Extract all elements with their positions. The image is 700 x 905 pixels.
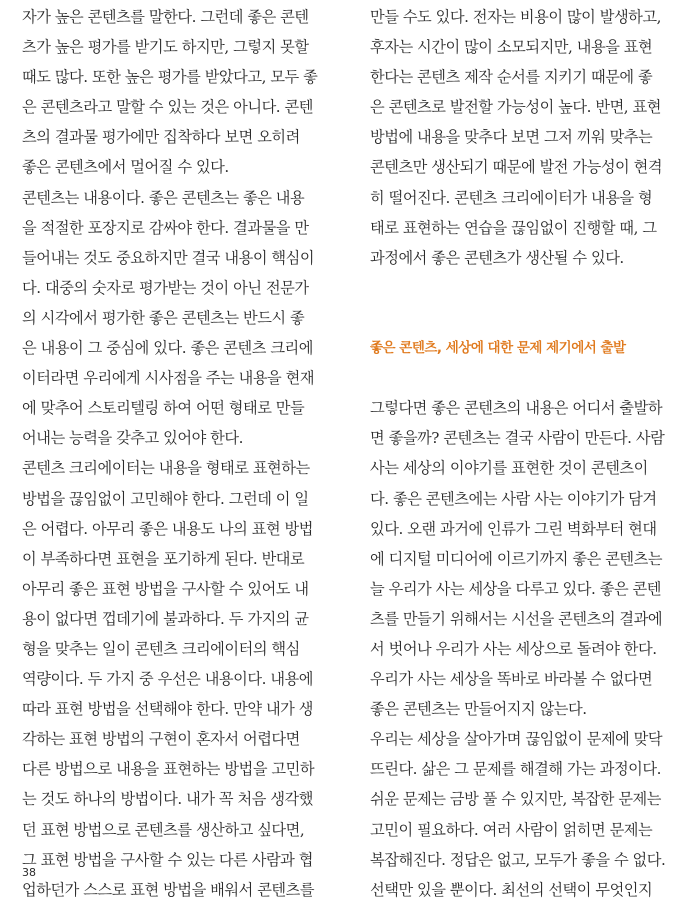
text-line: 콘텐츠는 내용이다. 좋은 콘텐츠는 좋은 내용 (22, 188, 305, 207)
text-line: 서 벗어나 우리가 사는 세상으로 돌려야 한다. (370, 639, 657, 658)
text-line: 있다. 오랜 과거에 인류가 그린 벽화부터 현대 (370, 519, 657, 538)
text-line: 과정에서 좋은 콘텐츠가 생산될 수 있다. (370, 248, 624, 267)
text-line: 방법을 끊임없이 고민해야 한다. 그런데 이 일 (22, 489, 309, 508)
text-line: 좋은 콘텐츠에서 멀어질 수 있다. (22, 158, 229, 177)
text-line: 그 표현 방법을 구사할 수 있는 다른 사람과 협 (22, 850, 314, 869)
text-line: 뜨린다. 삶은 그 문제를 해결해 가는 과정이다. (370, 760, 662, 779)
text-line: 선택만 있을 뿐이다. 최선의 선택이 무엇인지 (370, 880, 653, 899)
text-line: 던 표현 방법으로 콘텐츠를 생산하고 싶다면, (22, 820, 305, 839)
right-column (370, 2, 670, 905)
text-line: 사는 세상의 이야기를 표현한 것이 콘텐츠이 (370, 459, 648, 478)
text-line: 좋은 콘텐츠는 만들어지지 않는다. (370, 700, 587, 719)
text-line: 아무리 좋은 표현 방법을 구사할 수 있어도 내 (22, 579, 309, 598)
text-line: 각하는 표현 방법의 구현이 혼자서 어렵다면 (22, 730, 300, 749)
text-line: 은 어렵다. 아무리 좋은 내용도 나의 표현 방법 (22, 519, 314, 538)
text-line: 때도 많다. 또한 높은 평가를 받았다고, 모두 좋 (22, 68, 318, 87)
text-line: 쉬운 문제는 금방 풀 수 있지만, 복잡한 문제는 (370, 790, 662, 809)
text-line: 의 시각에서 평가한 좋은 콘텐츠는 반드시 좋 (22, 308, 305, 327)
text-line: 들어내는 것도 중요하지만 결국 내용이 핵심이 (22, 248, 315, 267)
text-line: 한다는 콘텐츠 제작 순서를 지키기 때문에 좋 (370, 68, 653, 87)
text-line: 어내는 능력을 갖추고 있어야 한다. (22, 429, 243, 448)
text-line: 형을 맞추는 일이 콘텐츠 크리에이터의 핵심 (22, 639, 300, 658)
section-gap (370, 273, 670, 303)
text-line: 방법에 내용을 맞추다 보면 그저 끼워 맞추는 (370, 128, 653, 147)
section-gap (370, 363, 670, 393)
text-line: 우리는 세상을 살아가며 끊임없이 문제에 맞닥 (370, 730, 663, 749)
text-line: 우리가 사는 세상을 똑바로 바라볼 수 없다면 (370, 670, 653, 689)
text-line: 는 것도 하나의 방법이다. 내가 꼭 처음 생각했 (22, 790, 314, 809)
text-line: 츠를 만들기 위해서는 시선을 콘텐츠의 결과에 (370, 609, 663, 628)
text-line: 면 좋을까? 콘텐츠는 결국 사람이 만든다. 사람 (370, 429, 665, 448)
text-line: 을 적절한 포장지로 감싸야 한다. 결과물을 만 (22, 218, 309, 237)
text-line: 은 콘텐츠로 발전할 가능성이 높다. 반면, 표현 (370, 98, 662, 117)
text-line: 은 내용이 그 중심에 있다. 좋은 콘텐츠 크리에 (22, 339, 314, 358)
text-line: 만들 수도 있다. 전자는 비용이 많이 발생하고, (370, 8, 662, 26)
text-line: 다. 대중의 숫자로 평가받는 것이 아닌 전문가 (22, 278, 309, 297)
text-line: 자가 높은 콘텐츠를 말한다. 그런데 좋은 콘텐 (22, 8, 309, 26)
text-line: 고민이 필요하다. 여러 사람이 얽히면 문제는 (370, 820, 653, 839)
text-line: 에 맞추어 스토리텔링 하여 어떤 형태로 만들 (22, 399, 305, 418)
left-column (22, 2, 322, 905)
text-line: 츠가 높은 평가를 받기도 하지만, 그렇지 못할 (22, 38, 309, 57)
text-line: 늘 우리가 사는 세상을 다루고 있다. 좋은 콘텐 (370, 579, 662, 598)
text-line: 콘텐츠 크리에이터는 내용을 형태로 표현하는 (22, 459, 310, 478)
text-line: 히 떨어진다. 콘텐츠 크리에이터가 내용을 형 (370, 188, 653, 207)
text-line: 다. 좋은 콘텐츠에는 사람 사는 이야기가 담겨 (370, 489, 657, 508)
text-line: 그렇다면 좋은 콘텐츠의 내용은 어디서 출발하 (370, 399, 663, 418)
text-line: 따라 표현 방법을 선택해야 한다. 만약 내가 생 (22, 700, 314, 719)
page-number: 38 (22, 866, 36, 879)
text-line: 복잡해진다. 정답은 없고, 모두가 좋을 수 없다. (370, 850, 666, 869)
section-gap (370, 303, 670, 333)
text-line: 후자는 시간이 많이 소모되지만, 내용을 표현 (370, 38, 653, 57)
text-line: 츠의 결과물 평가에만 집착하다 보면 오히려 (22, 128, 300, 147)
text-line: 용이 없다면 껍데기에 불과하다. 두 가지의 균 (22, 609, 309, 628)
text-line: 태로 표현하는 연습을 끊임없이 진행할 때, 그 (370, 218, 657, 237)
text-line: 에 디지털 미디어에 이르기까지 좋은 콘텐츠는 (370, 549, 663, 568)
text-line: 콘텐츠만 생산되기 때문에 발전 가능성이 현격 (370, 158, 663, 177)
text-line: 이터라면 우리에게 시사점을 주는 내용을 현재 (22, 369, 315, 388)
text-line: 이 부족하다면 표현을 포기하게 된다. 반대로 (22, 549, 305, 568)
section-heading: 좋은 콘텐츠, 세상에 대한 문제 제기에서 출발 (370, 340, 626, 357)
text-line: 다른 방법으로 내용을 표현하는 방법을 고민하 (22, 760, 315, 779)
text-line: 은 콘텐츠라고 말할 수 있는 것은 아니다. 콘텐 (22, 98, 314, 117)
text-line: 업하던가 스스로 표현 방법을 배워서 콘텐츠를 (22, 880, 315, 899)
text-line: 역량이다. 두 가지 중 우선은 내용이다. 내용에 (22, 670, 314, 689)
